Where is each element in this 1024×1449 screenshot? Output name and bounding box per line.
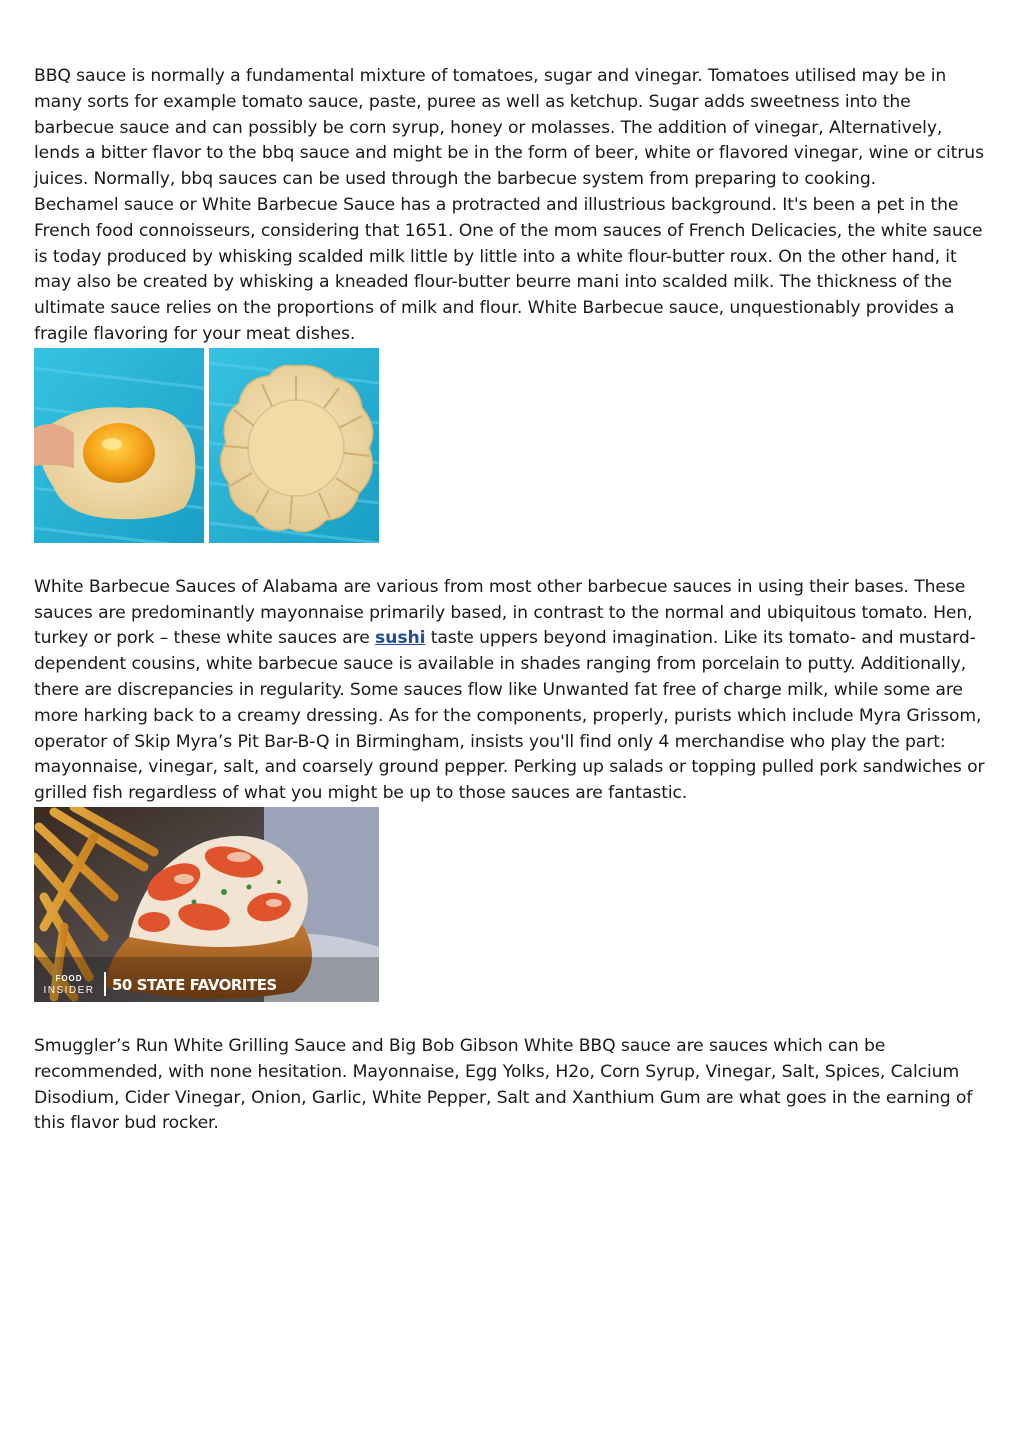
paragraph-text-part: White Barbecue Sauces of Alabama are various from most other barbecue sauces in using their bases. These sauces are predominantly mayonnaise primarily based, in contrast to the normal and ubiquitous tomato. Hen, turkey or pork – these white sauces are: [34, 576, 973, 649]
sushi-link[interactable]: sushi: [375, 628, 426, 649]
document-page: [34, 64, 990, 1137]
overlay-divider: [104, 972, 106, 996]
overlay-brand-bottom: INSIDER: [43, 984, 95, 996]
pastry-egg-photo: [34, 348, 379, 543]
lobster-roll-photo: [34, 807, 379, 1002]
overlay-caption: 50 STATE FAVORITES: [112, 975, 277, 994]
paragraph-bechamel-sauce: Bechamel sauce or White Barbecue Sauce has a protracted and illustrious background. It's been a pet in the French food connoisseurs, considering that 1651. One of the mom sauces of French Delicacies, the white sauce is today produced by whisking scalded milk little by little into a white flour-butter roux. On the other hand, it may also be created by whisking a kneaded flour-butter beurre mani into scalded milk. The thickness of the ultimate sauce relies on the proportions of milk and flour. White Barbecue sauce, unquestionably provides a fragile flavoring for your meat dishes.: [34, 194, 983, 344]
paragraph-bbq-sauce: BBQ sauce is normally a fundamental mixture of tomatoes, sugar and vinegar. Tomatoes utilised may be in many sorts for example tomato sauce, paste, puree as well as ketchup. Sugar adds sweetness into the barbecue sauce and can possibly be corn syrup, honey or molasses. The addition of vinegar, Alternatively, lends a bitter flavor to the bbq sauce and might be in the form of beer, white or flavored vinegar, wine or citrus juices. Normally, bbq sauces can be used through the barbecue system from preparing to cooking.: [34, 66, 984, 190]
overlay-brand-top: FOOD: [55, 973, 83, 983]
paragraph-alabama-white-sauce: [34, 575, 990, 807]
paragraph-recommended-sauces: Smuggler’s Run White Grilling Sauce and Big Bob Gibson White BBQ sauce are sauces which can be recommended, with none hesitation. Mayonnaise, Egg Yolks, H2o, Corn Syrup, Vinegar, Salt, Spices, Calcium Disodium, Cider Vinegar, Onion, Garlic, White Pepper, Salt and Xanthium Gum are what goes in the earning of this flavor bud rocker.: [34, 1035, 973, 1134]
paragraph-text-part: taste uppers beyond imagination. Like its tomato- and mustard-dependent cousins, white barbecue sauce is available in shades ranging from porcelain to putty. Additionally, there are discrepancies in regularity. Some sauces flow like Unwanted fat free of charge milk, while some are more harking back to a creamy dressing. As for the components, properly, purists which include Myra Grissom, operator of Skip Myra’s Pit Bar-B-Q in Birmingham, insists you'll find only 4 merchandise who play the part: mayonnaise, vinegar, salt, and coarsely ground pepper. Perking up salads or topping pulled pork sandwiches or grilled fish regardless of what you might be up to those sauces are fantastic.: [34, 628, 985, 804]
